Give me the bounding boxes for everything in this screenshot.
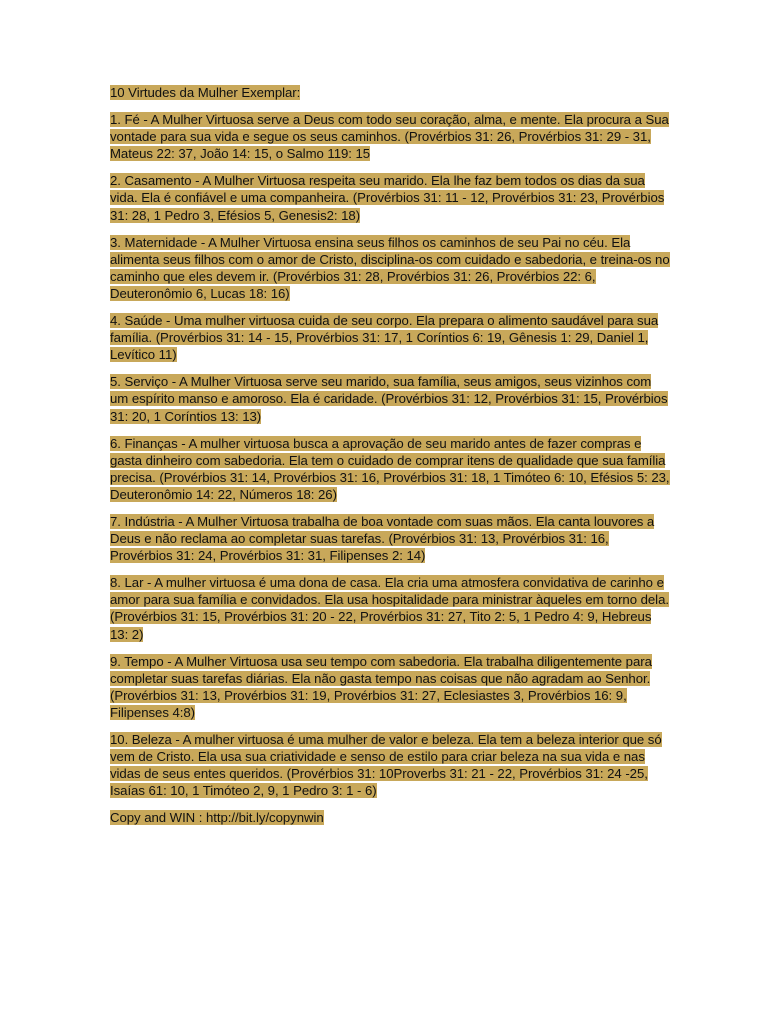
virtue-paragraph-3 — [110, 234, 670, 302]
virtue-paragraph-2 — [110, 172, 670, 223]
virtue-paragraph-5 — [110, 373, 670, 424]
virtue-text: 5. Serviço - A Mulher Virtuosa serve seu marido, sua família, seus amigos, seus vizinhos com um espírito manso e amoroso. Ela é caridade. (Provérbios 31: 12, Provérbios 31: 15, Provérbios 31: 20, 1 Coríntios 13: 13) — [110, 374, 668, 424]
virtue-text: 9. Tempo - A Mulher Virtuosa usa seu tempo com sabedoria. Ela trabalha diligentemente para completar suas tarefas diárias. Ela não gasta tempo nas coisas que não agradam ao Senhor. (Provérbios 31: 13, Provérbios 31: 19, Provérbios 31: 27, Eclesiastes 3, Provérbios 16: 9, Filipenses 4:8) — [110, 653, 652, 720]
virtue-text: 10. Beleza - A mulher virtuosa é uma mulher de valor e beleza. Ela tem a beleza interior que só vem de Cristo. Ela usa sua criatividade e senso de estilo para criar beleza na sua vida e nas vidas de seus entes queridos. (Provérbios 31: 10Proverbs 31: 21 - 22, Provérbios 31: 24 -25, Isaías 61: 10, 1 Timóteo 2, 9, 1 Pedro 3: 1 - 6) — [110, 732, 662, 799]
virtue-paragraph-9 — [110, 653, 670, 721]
virtue-paragraph-7 — [110, 513, 670, 564]
virtue-paragraph-1 — [110, 111, 670, 162]
document-body — [110, 84, 670, 836]
virtue-text: 3. Maternidade - A Mulher Virtuosa ensina seus filhos os caminhos de seu Pai no céu. Ela alimenta seus filhos com o amor de Cristo, disciplina-os com cuidado e sabedoria, e treina-os no caminho que eles devem ir. (Provérbios 31: 28, Provérbios 31: 26, Provérbios 22: 6, Deuteronômio 6, Lucas 18: 16) — [110, 234, 670, 301]
virtue-paragraph-8 — [110, 574, 670, 642]
virtue-text: 4. Saúde - Uma mulher virtuosa cuida de seu corpo. Ela prepara o alimento saudável para sua família. (Provérbios 31: 14 - 15, Provérbios 31: 17, 1 Coríntios 6: 19, Gênesis 1: 29, Daniel 1, Levítico 11) — [110, 313, 659, 363]
virtue-paragraph-10 — [110, 731, 670, 799]
virtue-text: 1. Fé - A Mulher Virtuosa serve a Deus com todo seu coração, alma, e mente. Ela procura a Sua vontade para sua vida e segue os seus caminhos. (Provérbios 31: 26, Provérbios 31: 29 - 31, Mateus 22: 37, João 14: 15, o Salmo 119: 15 — [110, 112, 669, 162]
document-footer — [110, 809, 670, 826]
virtue-text: 2. Casamento - A Mulher Virtuosa respeita seu marido. Ela lhe faz bem todos os dias da sua vida. Ela é confiável e uma companheira. (Provérbios 31: 11 - 12, Provérbios 31: 23, Provérbios 31: 28, 1 Pedro 3, Efésios 5, Genesis2: 18) — [110, 173, 665, 223]
document-title — [110, 84, 670, 101]
virtue-paragraph-4 — [110, 312, 670, 363]
virtue-text: 8. Lar - A mulher virtuosa é uma dona de casa. Ela cria uma atmosfera convidativa de carinho e amor para sua família e convidados. Ela usa hospitalidade para ministrar àqueles em torno dela. (Provérbios 31: 15, Provérbios 31: 20 - 22, Provérbios 31: 27, Tito 2: 5, 1 Pedro 4: 9, Hebreus 13: 2) — [110, 575, 669, 642]
footer-link-text[interactable]: Copy and WIN : http://bit.ly/copynwin — [110, 810, 324, 826]
virtue-text: 6. Finanças - A mulher virtuosa busca a aprovação de seu marido antes de fazer compras e gasta dinheiro com sabedoria. Ela tem o cuidado de comprar itens de qualidade que sua família precisa. (Provérbios 31: 14, Provérbios 31: 16, Provérbios 31: 18, 1 Timóteo 6: 10, Efésios 5: 23, Deuteronômio 14: 22, Números 18: 26) — [110, 435, 670, 502]
title-text: 10 Virtudes da Mulher Exemplar: — [110, 85, 301, 100]
virtue-text: 7. Indústria - A Mulher Virtuosa trabalha de boa vontade com suas mãos. Ela canta louvores a Deus e não reclama ao completar suas tarefas. (Provérbios 31: 13, Provérbios 31: 16, Provérbios 31: 24, Provérbios 31: 31, Filipenses 2: 14) — [110, 513, 655, 564]
virtue-paragraph-6 — [110, 435, 670, 503]
